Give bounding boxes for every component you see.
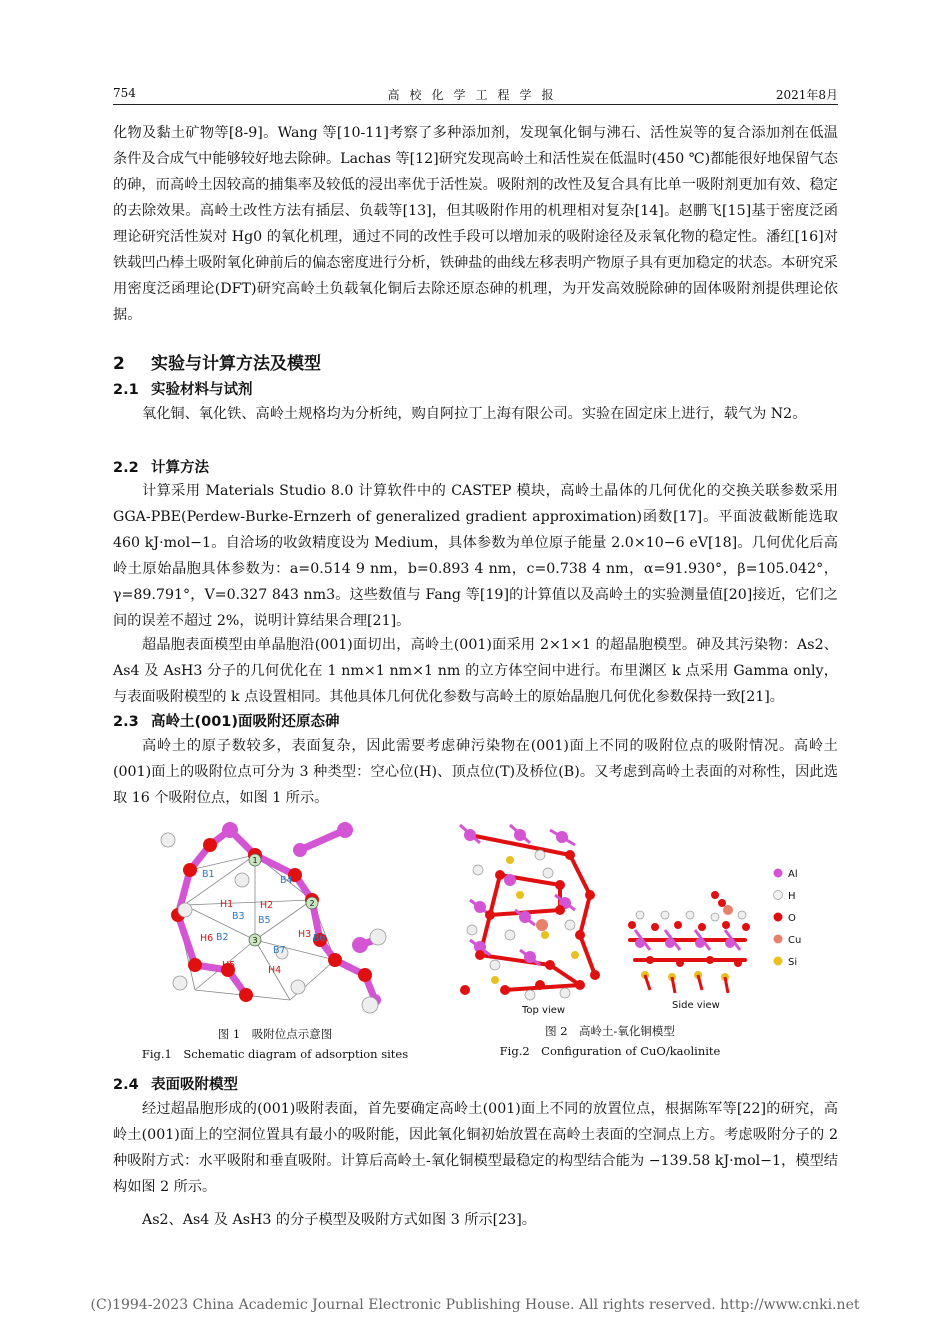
site-label-3: 3 [252,936,258,945]
section-heading [113,349,321,374]
intro-paragraph: 化物及黏土矿物等[8-9]。Wang 等[10-11]考察了多种添加剂，发现氧化铜与沸石、活性炭等的复合添加剂在低温条件及合成气中能够较好地去除砷。Lachas 等[12]研究发现高岭土和活性炭在低温时(450 ℃)都能很好地保留气态的砷，而高岭土因较高的捕集率及较低的浸出率优于活性炭。吸附剂的改性及复合具有比单一吸附剂更加有效、稳定的去除效果。高岭土改性方法有插层、负载等[13]，但其吸附作用的机理相对复杂[14]。赵鹏飞[15]基于密度泛函理论研究活性炭对 Hg0 的氧化机理，通过不同的改性手段可以增加汞的吸附途径及汞氧化物的稳定性。潘红[16]对铁载凹凸棒土吸附氧化砷前后的偏态密度进行分析，铁砷盐的曲线左移表明产物原子具有更加稳定的状态。本研究采用密度泛函理论(DFT)研究高岭土负载氧化铜后去除还原态砷的机理，为开发高效脱除砷的固体吸附剂提供理论依据。 [113,125,838,323]
subsection-number: 2.1 [113,382,139,398]
section-number: 2 [113,354,125,374]
paragraph-2-1: 氧化铜、氧化铁、高岭土规格均为分析纯，购自阿拉丁上海有限公司。实验在固定床上进行，载气为 N2。 [142,406,807,422]
side-view-label: Side view [672,1000,720,1011]
paragraph-2-4-a: 经过超晶胞形成的(001)吸附表面，首先要确定高岭土(001)面上不同的放置位点，根据陈军等[22]的研究，高岭土(001)面上的空洞位置具有最小的吸附能，因此氧化铜初始放置在高岭土表面的空洞点上方。考虑吸附分子的 2 种吸附方式：水平吸附和垂直吸附。计算后高岭土-氧化铜模型最稳定的构型结合能为 −139.58 kJ·mol−1，模型结构如图 2 所示。 [113,1101,838,1195]
legend-al: Al [788,869,798,880]
legend-cu: Cu [788,935,802,946]
legend-h: H [788,891,796,902]
subsection-title: 高岭土(001)面吸附还原态砷 [151,714,340,730]
page-number: 754 [113,86,136,100]
top-view-label: Top view [522,1005,566,1016]
hollow-label-h3: H3 [298,929,312,940]
paragraph-2-4-b: As2、As4 及 AsH3 的分子模型及吸附方式如图 3 所示[23]。 [142,1212,536,1228]
hollow-label-h6: H6 [200,933,214,944]
hollow-label-h5: H5 [222,960,236,971]
journal-title: 高校化学工程学报 [387,88,564,102]
subsection-heading-2-1 [113,378,253,399]
hollow-label-h2: H2 [260,900,274,911]
figure1-caption-en: Fig.1 Schematic diagram of adsorption sites [141,1047,409,1061]
figure1-caption-cn: 图 1 吸附位点示意图 [217,1027,333,1041]
issue-date: 2021年8月 [775,88,838,102]
hollow-label-h1: H1 [220,899,234,910]
figure1-adsorption-sites [150,815,400,1020]
bridge-label-b6: B6 [313,933,326,944]
bridge-label-b7: B7 [273,945,286,956]
paragraph-2-2-a: 计算采用 Materials Studio 8.0 计算软件中的 CASTEP 模块，高岭土晶体的几何优化的交换关联参数采用 GGA-PBE(Perdew-Burke-Ernzerh of generalized gradient approximation)函数[17]。平面波截断能选取 460 kJ·mol−1。自洽场的收敛精度设为 Medium，具体参数为单位原子能量 2.0×10−6 eV[18]。几何优化后高岭土原始晶胞具体参数为：a=0.514 9 nm，b=0.893 4 nm，c=0.738 4 nm，α=91.930°，β=105.042°，γ=89.791°，V=0.327 843 nm3。这些数值与 Fang 等[19]的计算值以及高岭土的实验测量值[20]接近，它们之间的误差不超过 2%，说明计算结果合理[21]。 [113,483,838,629]
bridge-label-b2: B2 [216,932,229,943]
subsection-title: 计算方法 [151,460,209,476]
subsection-number: 2.4 [113,1077,139,1093]
subsection-heading-2-2 [113,456,209,477]
bridge-label-b1: B1 [202,869,215,880]
subsection-number: 2.3 [113,714,139,730]
hollow-label-h4: H4 [268,965,282,976]
running-header [113,84,838,105]
subsection-heading-2-4 [113,1073,238,1094]
figure2-cuo-kaolinite-model [450,815,802,1020]
paragraph-2-2-b: 超晶胞表面模型由单晶胞沿(001)面切出，高岭土(001)面采用 2×1×1 的超晶胞模型。砷及其污染物：As2、As4 及 AsH3 分子的几何优化在 1 nm×1 nm×1 nm 的立方体空间中进行。布里渊区 k 点采用 Gamma only，与表面吸附模型的 k 点设置相同。其他具体几何优化参数与高岭土的原始晶胞几何优化参数保持一致[21]。 [113,637,838,705]
bridge-label-b4: B4 [280,875,293,886]
subsection-number: 2.2 [113,460,139,476]
site-label-1: 1 [252,856,258,865]
figure2-caption-cn: 图 2 高岭土-氧化铜模型 [545,1024,675,1038]
bridge-label-b3: B3 [232,911,245,922]
legend-si: Si [788,957,798,968]
subsection-title: 表面吸附模型 [151,1077,238,1093]
copyright-footer: (C)1994-2023 China Academic Journal Electronic Publishing House. All rights reserved. http://www.cnki.net [90,1297,860,1313]
legend-o: O [788,913,796,924]
site-label-2: 2 [309,899,315,908]
section-title: 实验与计算方法及模型 [151,354,321,374]
paragraph-2-3: 高岭土的原子数较多，表面复杂，因此需要考虑砷污染物在(001)面上不同的吸附位点的吸附情况。高岭土(001)面上的吸附位点可分为 3 种类型：空心位(H)、顶点位(T)及桥位(B)。又考虑到高岭土表面的对称性，因此选取 16 个吸附位点，如图 1 所示。 [113,738,838,806]
atom-legend [774,869,802,969]
figure2-caption-en: Fig.2 Configuration of CuO/kaolinite [499,1044,721,1058]
subsection-heading-2-3 [113,710,340,731]
subsection-title: 实验材料与试剂 [151,382,253,398]
bridge-label-b5: B5 [258,915,271,926]
